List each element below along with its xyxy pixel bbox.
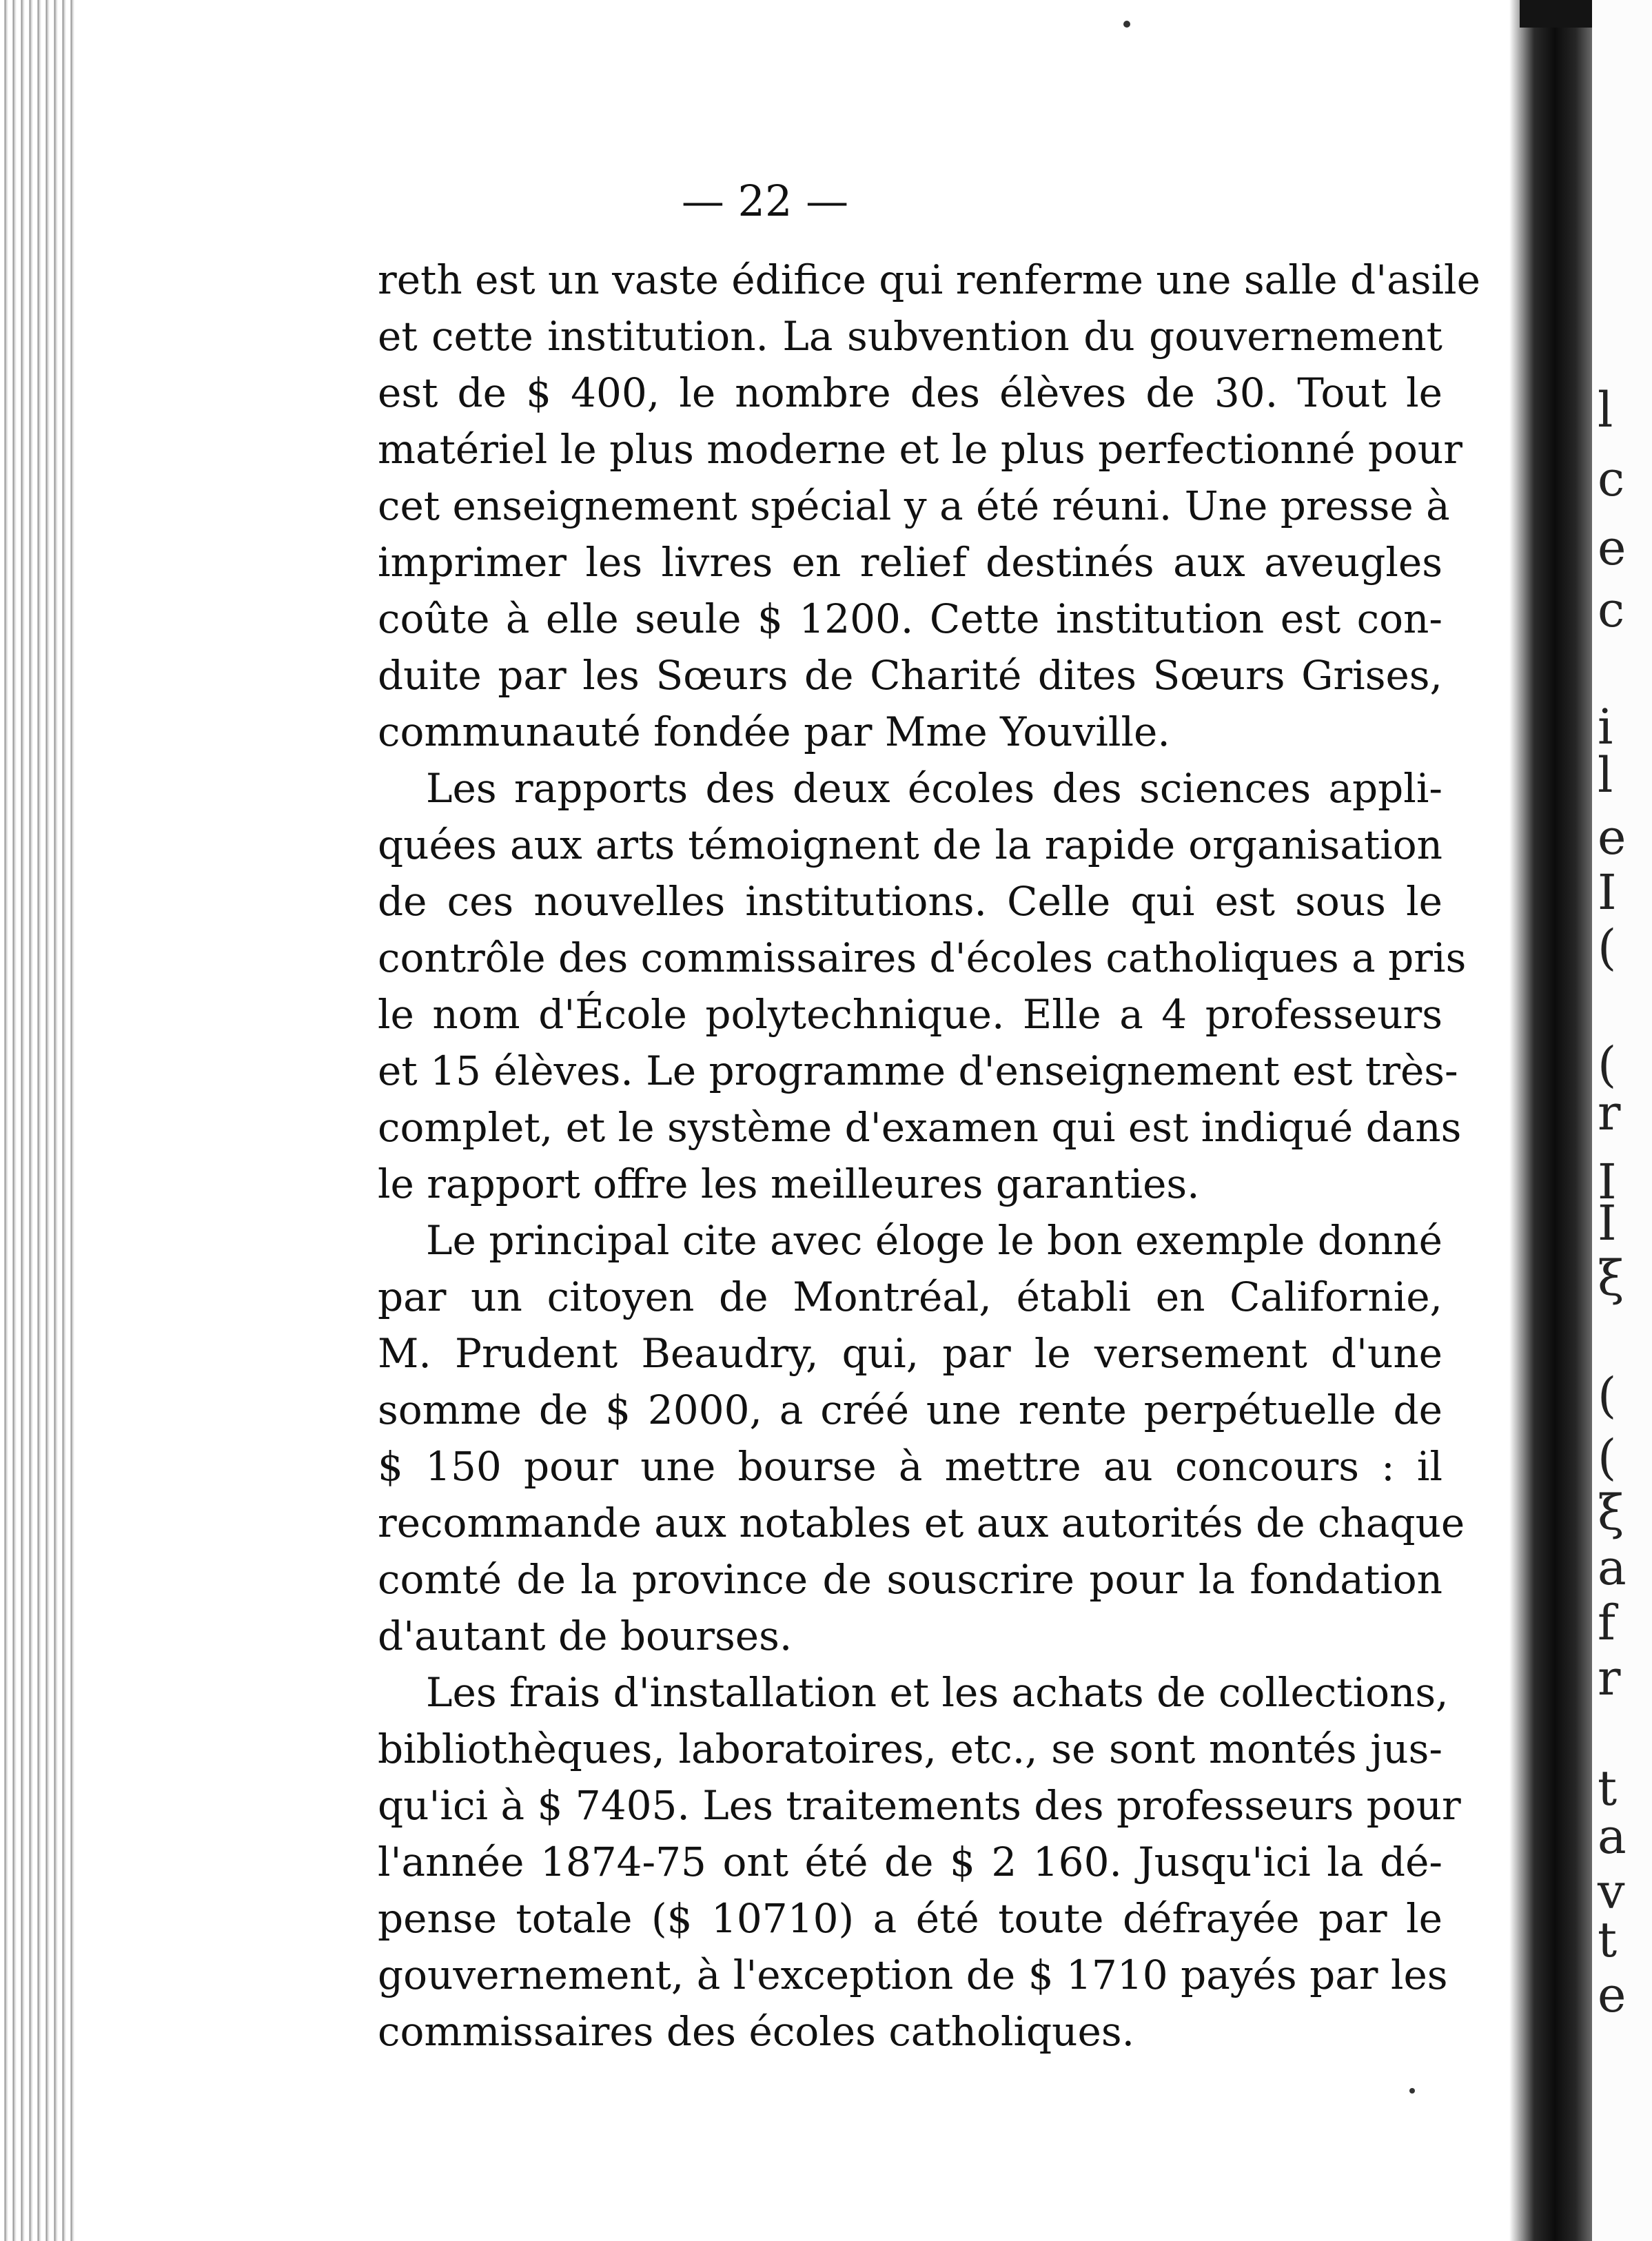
text-line: contrôle des commissaires d'écoles catholiques a pris [378, 934, 1467, 981]
facing-fragment: I [1598, 864, 1617, 921]
facing-fragment: I [1598, 1154, 1617, 1210]
facing-fragment: c [1598, 451, 1625, 507]
text-line: gouvernement, à l'exception de $ 1710 payés par les [378, 1952, 1448, 1998]
facing-fragment: f [1598, 1595, 1615, 1651]
text-line: communauté fondée par Mme Youville. [378, 708, 1170, 755]
text-line: d'autant de bourses. [378, 1613, 793, 1659]
facing-fragment: t [1598, 1912, 1618, 1968]
text-line: est de $ 400, le nombre des élèves de 30. Tout le [378, 369, 1442, 416]
page-edges [0, 0, 76, 2241]
ink-speck [1123, 21, 1130, 28]
text-line: complet, et le système d'examen qui est indiqué dans [378, 1104, 1462, 1151]
text-line: imprimer les livres en relief destinés aux aveugles [378, 539, 1442, 586]
text-line: qu'ici à $ 7405. Les traitements des professeurs pour [378, 1782, 1461, 1829]
gutter-shadow [1520, 0, 1595, 28]
facing-fragment: i [1598, 699, 1613, 755]
page-number: — 22 — [681, 176, 849, 226]
text-line: Le principal cite avec éloge le bon exemple donné [426, 1217, 1442, 1264]
facing-fragment: ξ [1598, 1484, 1624, 1541]
facing-fragment: l [1598, 382, 1613, 438]
text-line: par un citoyen de Montréal, établi en Californie, [378, 1273, 1442, 1320]
facing-fragment: l [1598, 747, 1613, 804]
ink-speck [1409, 2088, 1415, 2094]
facing-fragment: I [1598, 1195, 1617, 1251]
text-line: recommande aux notables et aux autorités de chaque [378, 1500, 1465, 1546]
facing-fragment: ξ [1598, 1250, 1624, 1307]
text-line: bibliothèques, laboratoires, etc., se sont montés jus- [378, 1726, 1442, 1772]
facing-fragment: ( [1598, 1429, 1617, 1486]
text-line: coûte à elle seule $ 1200. Cette institution est con- [378, 595, 1442, 642]
facing-fragment: ( [1598, 1367, 1617, 1424]
facing-fragment: ( [1598, 919, 1617, 976]
text-line: cet enseignement spécial y a été réuni. Une presse à [378, 482, 1450, 529]
book-gutter [1509, 0, 1592, 2241]
text-line: $ 150 pour une bourse à mettre au concours : il [378, 1443, 1442, 1490]
text-line: l'année 1874-75 ont été de $ 2 160. Jusqu'ici la dé- [378, 1839, 1442, 1885]
facing-page [1592, 0, 1652, 2241]
facing-fragment: a [1598, 1808, 1626, 1865]
paragraph [378, 1664, 1461, 2060]
paragraph [378, 252, 1480, 760]
facing-fragment: t [1598, 1760, 1618, 1817]
text-line: de ces nouvelles institutions. Celle qui est sous le [378, 878, 1442, 925]
text-line: quées aux arts témoignent de la rapide organisation [378, 821, 1442, 868]
facing-fragment: r [1598, 1650, 1621, 1706]
text-line: M. Prudent Beaudry, qui, par le versement d'une [378, 1330, 1442, 1377]
text-line: pense totale ($ 10710) a été toute défrayée par le [378, 1895, 1442, 1942]
paragraph [378, 760, 1467, 1212]
text-line: matériel le plus moderne et le plus perfectionné pour [378, 426, 1462, 473]
facing-fragment: ( [1598, 1036, 1617, 1093]
text-line: commissaires des écoles catholiques. [378, 2008, 1135, 2055]
text-line: Les frais d'installation et les achats de collections, [426, 1669, 1449, 1716]
facing-fragment: r [1598, 1085, 1621, 1141]
text-line: comté de la province de souscrire pour la fondation [378, 1556, 1442, 1603]
text-line: somme de $ 2000, a créé une rente perpétuelle de [378, 1386, 1442, 1433]
text-line: duite par les Sœurs de Charité dites Sœurs Grises, [378, 652, 1442, 699]
facing-fragment: e [1598, 1967, 1626, 2023]
text-line: Les rapports des deux écoles des sciences appli- [426, 765, 1442, 812]
text-line: et cette institution. La subvention du gouvernement [378, 313, 1442, 360]
text-line: le nom d'École polytechnique. Elle a 4 professeurs [378, 991, 1442, 1038]
text-line: et 15 élèves. Le programme d'enseignement est très- [378, 1047, 1458, 1094]
body-text [378, 252, 1480, 2060]
text-line: reth est un vaste édifice qui renferme une salle d'asile [378, 256, 1480, 303]
facing-fragment: e [1598, 520, 1626, 576]
facing-fragment: c [1598, 582, 1625, 638]
facing-fragment: e [1598, 809, 1626, 866]
text-line: le rapport offre les meilleures garanties. [378, 1160, 1200, 1207]
facing-fragment: a [1598, 1539, 1626, 1596]
facing-fragment: v [1598, 1863, 1625, 1920]
paragraph [378, 1212, 1465, 1664]
